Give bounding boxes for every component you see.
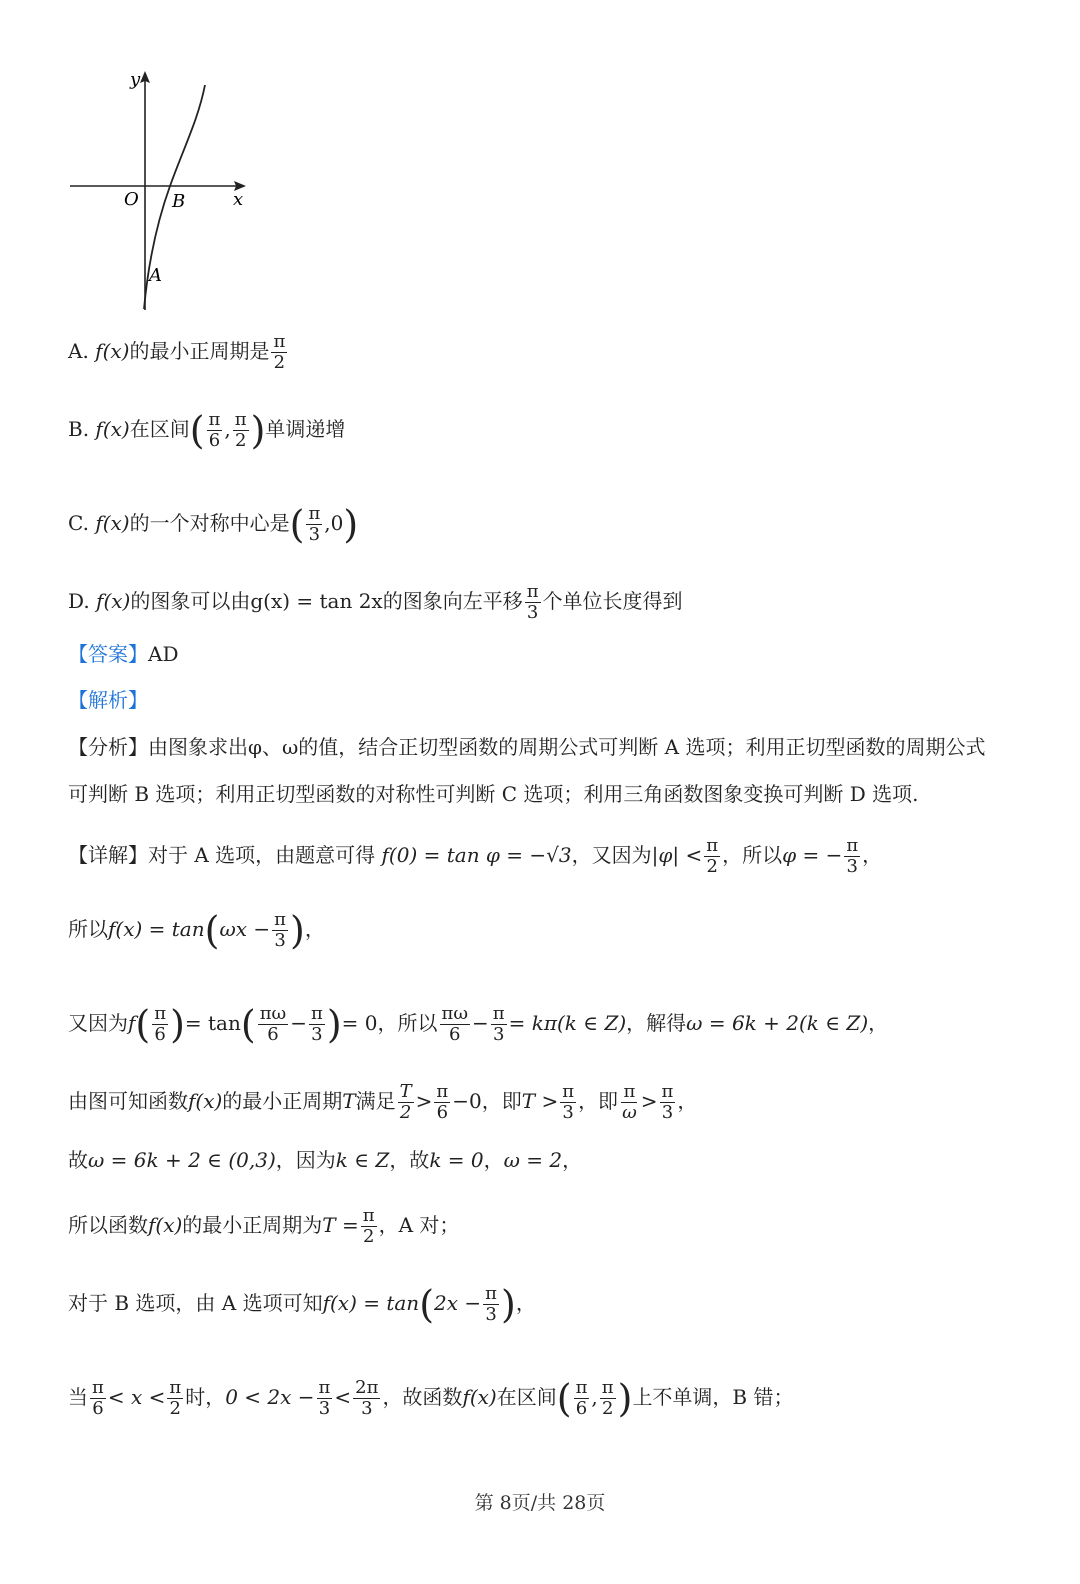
math-expression: |φ| < [651, 843, 703, 867]
fraction: $\frac{\pi}{3}$ [310, 1003, 323, 1045]
option-text: 在区间 [129, 417, 190, 441]
option-letter: C. [68, 511, 89, 535]
option-letter: B. [68, 417, 90, 441]
detail-line-6: 所以函数f(x)的最小正周期为T = $\frac{\pi}{2}$ ，A 对； [68, 1205, 460, 1247]
fraction: $\frac{\pi}{3}$ [562, 1081, 575, 1123]
fenxi-text: 由图象求出φ、ω的值，结合正切型函数的周期公式可判断 A 选项；利用正切型函数的周期公式 [148, 735, 986, 759]
fraction: $\frac{\pi}{3}$ [485, 1283, 497, 1325]
tangent-graph-figure [60, 65, 260, 315]
fraction: $\frac{\pi}{2}$ [169, 1377, 182, 1419]
fraction: $\frac{\pi}{3}$ [308, 503, 321, 545]
option-text: 的一个对称中心是 [129, 511, 290, 535]
math-expression: f(0) = tan φ = −√3 [381, 843, 572, 867]
answer-tag: 【答案】 [68, 642, 148, 666]
detail-line-7: 对于 B 选项，由 A 选项可知f(x) = tan(2x − $\frac{\pi}{3}$ )， [68, 1282, 536, 1327]
fraction: $\frac{\pi}{2}$ [362, 1205, 375, 1247]
math-expression: f(x) [95, 417, 130, 441]
x-axis-label: x [233, 189, 244, 210]
fraction: $\frac{\pi}{\omega}$ [622, 1081, 637, 1123]
option-text: 单调递增 [265, 417, 346, 441]
detail-line-2: 所以f(x) = tan(ωx − $\frac{\pi}{3}$ )， [68, 908, 325, 953]
math-expression: g(x) = tan 2x [250, 589, 383, 613]
point-a-label: A [149, 265, 162, 286]
fraction: $\frac{\pi}{6}$ [575, 1377, 588, 1419]
detail-line-3: 又因为f( $\frac{\pi}{6}$ )= tan( $\frac{\pi\omega}{6}$ − $\frac{\pi}{3}$ )= 0，所以 $\frac{\pi\omega}{6}$ − $\frac{\pi}{3}$ = kπ(k ∈ Z)，解得ω = 6k + 2(k ∈ Z)， [68, 1002, 889, 1047]
option-a [68, 332, 289, 373]
fraction: $\frac{\pi}{2}$ [601, 1377, 614, 1419]
analysis-line [68, 686, 148, 714]
fraction: $\frac{\pi}{6}$ [208, 409, 221, 451]
option-letter: A. [68, 339, 89, 363]
fraction: $\frac{\pi\omega}{6}$ [259, 1003, 287, 1045]
detail-line-5: 故ω = 6k + 2 ∈ (0,3)，因为k ∈ Z，故k = 0，ω = 2， [68, 1148, 583, 1172]
option-letter: D. [68, 589, 90, 613]
fraction: $\frac{\pi}{6}$ [92, 1377, 104, 1419]
page-footer: 第 8页/共 28页 [474, 1492, 606, 1514]
option-d [68, 582, 683, 623]
option-text: 的图象可以由 [130, 589, 251, 613]
fraction: $\frac{\pi\omega}{6}$ [441, 1003, 469, 1045]
detail-line-1: 【详解】对于 A 选项，由题意可得 f(0) = tan φ = −√3，又因为|φ| < $\frac{\pi}{2}$ ，所以φ = − $\frac{\pi}{3}$ ， [68, 835, 883, 877]
fenxi-tag: 【分析】 [68, 735, 148, 759]
math-expression: φ = − [782, 843, 843, 867]
math-expression: f(x) [96, 589, 131, 613]
y-axis-label: y [130, 69, 141, 90]
fenxi-line-2 [68, 780, 919, 808]
math-expression: f(x) [95, 511, 130, 535]
math-expression: f(x) = tan [108, 917, 205, 941]
point-b-label: B [172, 191, 186, 212]
fraction: $\frac{\pi}{6}$ [436, 1081, 449, 1123]
fraction: $\frac{\pi}{3}$ [526, 581, 539, 623]
fraction: $\frac{2\pi}{3}$ [355, 1377, 379, 1419]
fraction: $\frac{\pi}{2}$ [234, 409, 247, 451]
numerator: π [273, 331, 286, 352]
option-text: 的图象向左平移 [382, 589, 523, 613]
answer-line [68, 640, 178, 668]
answer-value: AD [148, 642, 179, 666]
option-text: 的最小正周期是 [129, 339, 270, 363]
fraction: $\frac{\pi}{3}$ [846, 835, 859, 877]
fraction: $\frac{\pi}{3}$ [492, 1003, 505, 1045]
fenxi-text: 可判断 B 选项；利用正切型函数的对称性可判断 C 选项；利用三角函数图象变换可判断 D 选项. [68, 782, 919, 806]
detail-line-8: 当 $\frac{\pi}{6}$ < x < $\frac{\pi}{2}$ 时，0 < 2x − $\frac{\pi}{3}$ < $\frac{2\pi}{3}$ ，故函数f(x)在区间( $\frac{\pi}{6}$ , $\frac{\pi}{2}$ )上不单调，B 错； [68, 1376, 794, 1421]
option-text: 个单位长度得到 [542, 589, 683, 613]
detail-line-4: 由图可知函数f(x)的最小正周期T满足 $\frac{T}{2}$ > $\frac{\pi}{6}$ −0，即T > $\frac{\pi}{3}$ ，即 $\frac{\pi}{\omega}$ > $\frac{\pi}{3}$ ， [68, 1081, 698, 1123]
option-c: C. f(x)的一个对称中心是( $\frac{\pi}{3}$ ,0) [68, 502, 359, 547]
fraction: $\frac{\pi}{6}$ [154, 1003, 167, 1045]
fraction: $\frac{\pi}{3}$ [274, 909, 286, 951]
denominator: 2 [273, 352, 286, 373]
fraction [271, 332, 287, 373]
fenxi-line-1 [68, 733, 985, 761]
math-expression: f(x) [95, 339, 130, 363]
fraction: $\frac{\pi}{2}$ [706, 835, 719, 877]
analysis-tag: 【解析】 [68, 688, 148, 712]
fraction: $\frac{\pi}{3}$ [318, 1377, 331, 1419]
fraction: $\frac{T}{2}$ [399, 1081, 412, 1123]
origin-label: O [124, 189, 139, 210]
option-b: B. f(x)在区间( $\frac{\pi}{6}$ , $\frac{\pi}{2}$ )单调递增 [68, 408, 346, 453]
detail-tag: 【详解】 [68, 843, 148, 867]
fraction: $\frac{\pi}{3}$ [661, 1081, 674, 1123]
